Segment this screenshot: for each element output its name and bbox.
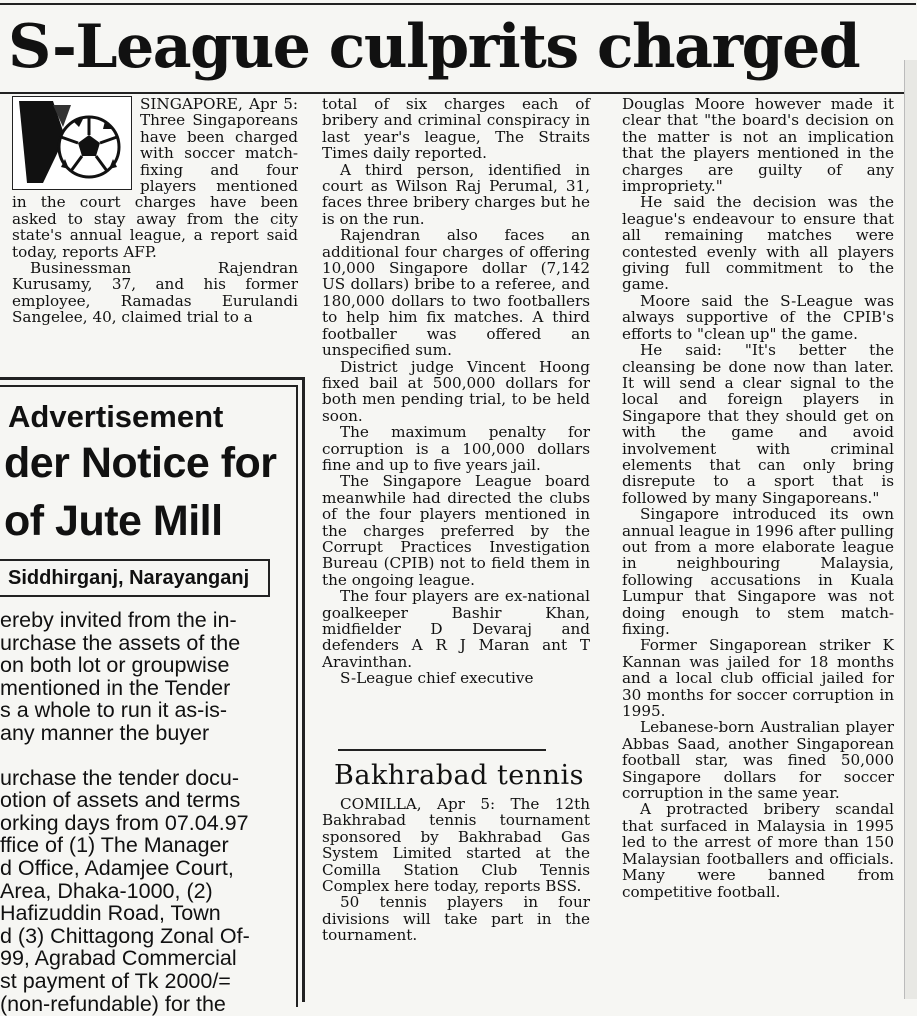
article-paragraph: The Singapore League board meanwhile had directed the clubs of the four players mentioned in the charges preferred by the Corrupt Practices Investigation Bureau (CPIB) not to field them in the ongoing league. — [322, 472, 590, 589]
ad-line: s a whole to run it as-is- — [0, 698, 228, 723]
page-edge — [904, 60, 917, 999]
ad-line: (non-refundable) for the — [0, 991, 226, 1016]
ad-line: on both lot or groupwise — [0, 653, 230, 678]
article-paragraph: 50 tennis players in four divisions will take part in the tournament. — [322, 893, 590, 945]
page-title: S-League culprits charged — [8, 12, 860, 82]
ad-line: ffice of (1) The Manager — [0, 833, 229, 858]
advertisement-inner-frame — [0, 385, 298, 1016]
soccer-ball-icon — [12, 96, 132, 190]
ad-line: d Office, Adamjee Court, — [0, 855, 234, 880]
article-paragraph: S-League chief executive — [340, 669, 534, 688]
article-paragraph: Businessman Rajendran Kurusamy, 37, and his former employee, Ramadas Eurulandi Sangelee, 40, claimed trial to a — [12, 259, 298, 327]
ad-line: Hafizuddin Road, Town — [0, 901, 221, 926]
article-paragraph: Douglas Moore however made it clear that "the board's decision on the matter is not an implication that the players mentioned in the charges are guilty of any impropriety." — [622, 95, 894, 196]
article-column-1 — [12, 96, 298, 326]
article-paragraph: A protracted bribery scandal that surfaced in Malaysia in 1995 led to the arrest of more than 150 Malaysian footballers and officials. Many were banned from competitive football. — [622, 800, 894, 901]
article-paragraph: District judge Vincent Hoong fixed bail at 500,000 dollars for both men pending trial, to be held soon. — [322, 357, 590, 425]
article-paragraph: He said: "It's better the cleansing be done now than later. It will send a clear signal to the local and foreign players in Singapore that they should get on with the game and avoid involvement with criminal elements that can only bring disrepute to a sport that is followed by many Singaporeans." — [622, 341, 894, 507]
ad-line — [0, 745, 275, 767]
article-column-3 — [622, 96, 894, 900]
ad-line: mentioned in the Tender — [0, 675, 231, 700]
ad-line: ereby invited from the in- — [0, 608, 237, 632]
article-paragraph: total of six charges each of bribery and criminal conspiracy in last year's league, The Straits Times daily reported. — [322, 95, 590, 163]
advertisement-heading-1: der Notice for — [4, 439, 277, 487]
article-paragraph: The maximum penalty for corruption is a 100,000 dollars fine and up to five years jail. — [322, 423, 590, 474]
article-paragraph: COMILLA, Apr 5: The 12th Bakhrabad tennis tournament sponsored by Bakhrabad Gas System Limited started at the Comilla Station Club Tennis Complex here today, reports BSS. — [322, 795, 590, 896]
top-rule — [0, 3, 916, 5]
tennis-headline: Bakhrabad tennis — [334, 760, 585, 791]
article-column-2 — [322, 96, 590, 687]
ad-line: d (3) Chittagong Zonal Of- — [0, 923, 250, 948]
article-paragraph: Former Singaporean striker K Kannan was jailed for 18 months and a local club official jailed for 30 months for soccer corruption in 1995. — [622, 636, 894, 721]
headline-block — [8, 6, 908, 88]
ad-line: Area, Dhaka-1000, (2) — [0, 878, 213, 903]
ad-line: orking days from 07.04.97 — [0, 810, 249, 835]
section-divider — [338, 749, 546, 751]
ad-line: otion of assets and terms — [0, 788, 241, 813]
advertisement-heading-2: of Jute Mill — [4, 497, 223, 545]
ad-line: urchase the tender docu- — [0, 765, 240, 790]
tennis-article — [322, 796, 590, 944]
ad-line: st payment of Tk 2000/= — [0, 968, 231, 993]
article-paragraph: He said the decision was the league's endeavour to ensure that all remaining matches were contested evenly with all players giving full commitment to the game. — [622, 193, 894, 294]
article-paragraph: Lebanese-born Australian player Abbas Saad, another Singaporean football star, was fined 50,000 Singapore dollars for soccer corruption in the same year. — [622, 718, 894, 803]
article-paragraph: Rajendran also faces an additional four charges of offering 10,000 Singapore dollar (7,142 US dollars) bribe to a referee, and 180,000 dollars to two footballers to help him fix matches. A third footballer was offered an unspecified sum. — [322, 226, 590, 360]
ad-line: 99, Agrabad Commercial — [0, 946, 237, 971]
article-paragraph: A third person, identified in court as Wilson Raj Perumal, 31, faces three bribery charges but he is on the run. — [322, 160, 590, 228]
ad-line: urchase the assets of the — [0, 630, 241, 655]
article-paragraph: The four players are ex-national goalkeeper Bashir Khan, midfielder D Devaraj and defenders A R J Maran ant T Aravinthan. — [322, 587, 590, 671]
advertisement-title: Advertisement — [8, 399, 224, 434]
article-paragraph: Singapore introduced its own annual league in 1996 after pulling out from a more elaborate league in neighbouring Malaysia, following accusations in Kuala Lumpur that Singapore was not doing enough to stem match-fixing. — [622, 505, 894, 638]
advertisement-location: Siddhirganj, Narayanganj — [0, 559, 270, 597]
advertisement-box — [0, 377, 305, 1016]
ad-line: any manner the buyer — [0, 720, 210, 745]
advertisement-body — [0, 609, 275, 1015]
article-paragraph: Moore said the S-League was always supportive of the CPIB's efforts to "clean up" the game. — [622, 291, 894, 343]
headline-rule — [0, 92, 916, 94]
article-paragraph: SINGAPORE, Apr 5: Three Singaporeans have been charged with soccer match-fixing and four players mentioned in the court charges have been asked to stay away from the city state's annual league, a report said today, reports AFP. — [12, 95, 298, 261]
